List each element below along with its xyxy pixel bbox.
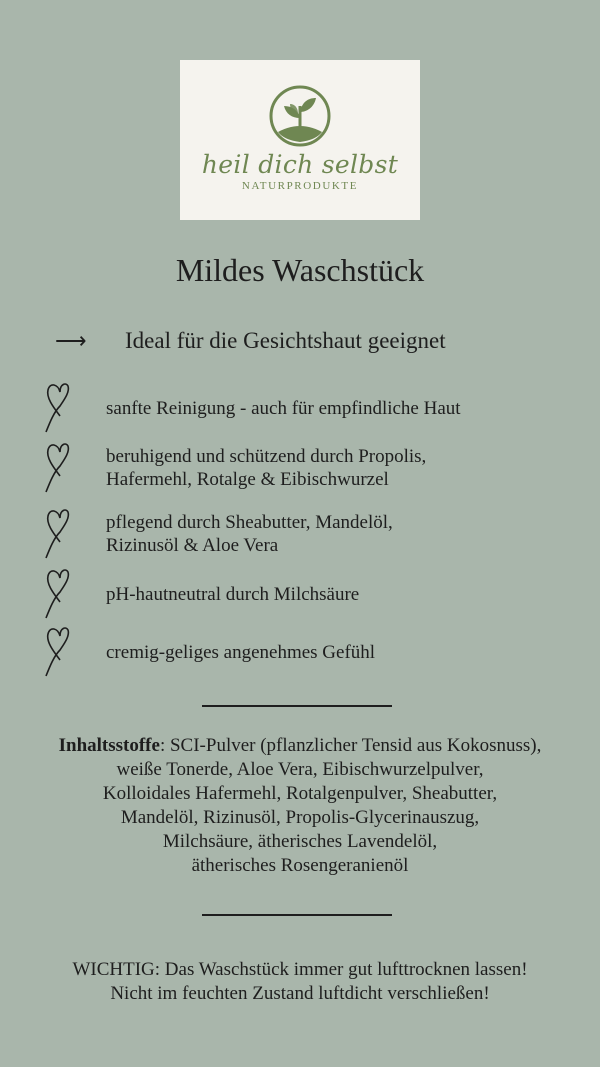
sprout-icon	[268, 84, 332, 148]
feature-text: pflegend durch Sheabutter, Mandelöl, Rizinusöl & Aloe Vera	[106, 512, 393, 556]
brand-subtitle: NATURPRODUKTE	[241, 180, 359, 192]
heart-icon	[40, 626, 78, 678]
feature-text: cremig-geliges angenehmes Gefühl	[106, 641, 376, 663]
feature-text: pH-hautneutral durch Milchsäure	[106, 583, 360, 605]
highlight-text: Ideal für die Gesichtshaut geeignet	[125, 328, 446, 353]
heart-icon	[40, 442, 78, 494]
brand-name: heil dich selbst	[201, 150, 399, 179]
arrow-right-icon: ⟶	[55, 328, 87, 353]
highlight-row	[55, 328, 555, 354]
heart-icon	[40, 568, 78, 620]
feature-item	[40, 626, 560, 678]
page-title: Mildes Waschstück	[175, 252, 425, 288]
divider	[202, 914, 392, 916]
feature-item	[40, 382, 560, 434]
heart-icon	[40, 382, 78, 434]
ingredients-block: Inhaltsstoffe: SCI-Pulver (pflanzlicher Tensid aus Kokosnuss), weiße Tonerde, Aloe Vera, Eibischwurzelpulver, Kolloidales Hafermehl, Rotalgenpulver, Sheabutter, Mandelöl, Rizinusöl, Propolis-Glycerinauszug, Milchsäure, ätherisches Lavendelöl, ätherisches Rosengeranienöl	[58, 735, 542, 876]
feature-item	[40, 568, 560, 620]
divider	[202, 705, 392, 707]
logo-card	[180, 60, 420, 220]
feature-text: beruhigend und schützend durch Propolis, Hafermehl, Rotalge & Eibischwurzel	[106, 446, 427, 490]
warning-block: WICHTIG: Das Waschstück immer gut lufttrocknen lassen! Nicht im feuchten Zustand luftdicht verschließen!	[72, 959, 528, 1004]
heart-icon	[40, 508, 78, 560]
feature-item	[40, 442, 560, 494]
feature-text: sanfte Reinigung - auch für empfindliche Haut	[106, 397, 461, 419]
ingredients-label: Inhaltsstoffe	[58, 735, 160, 756]
feature-item	[40, 508, 560, 560]
